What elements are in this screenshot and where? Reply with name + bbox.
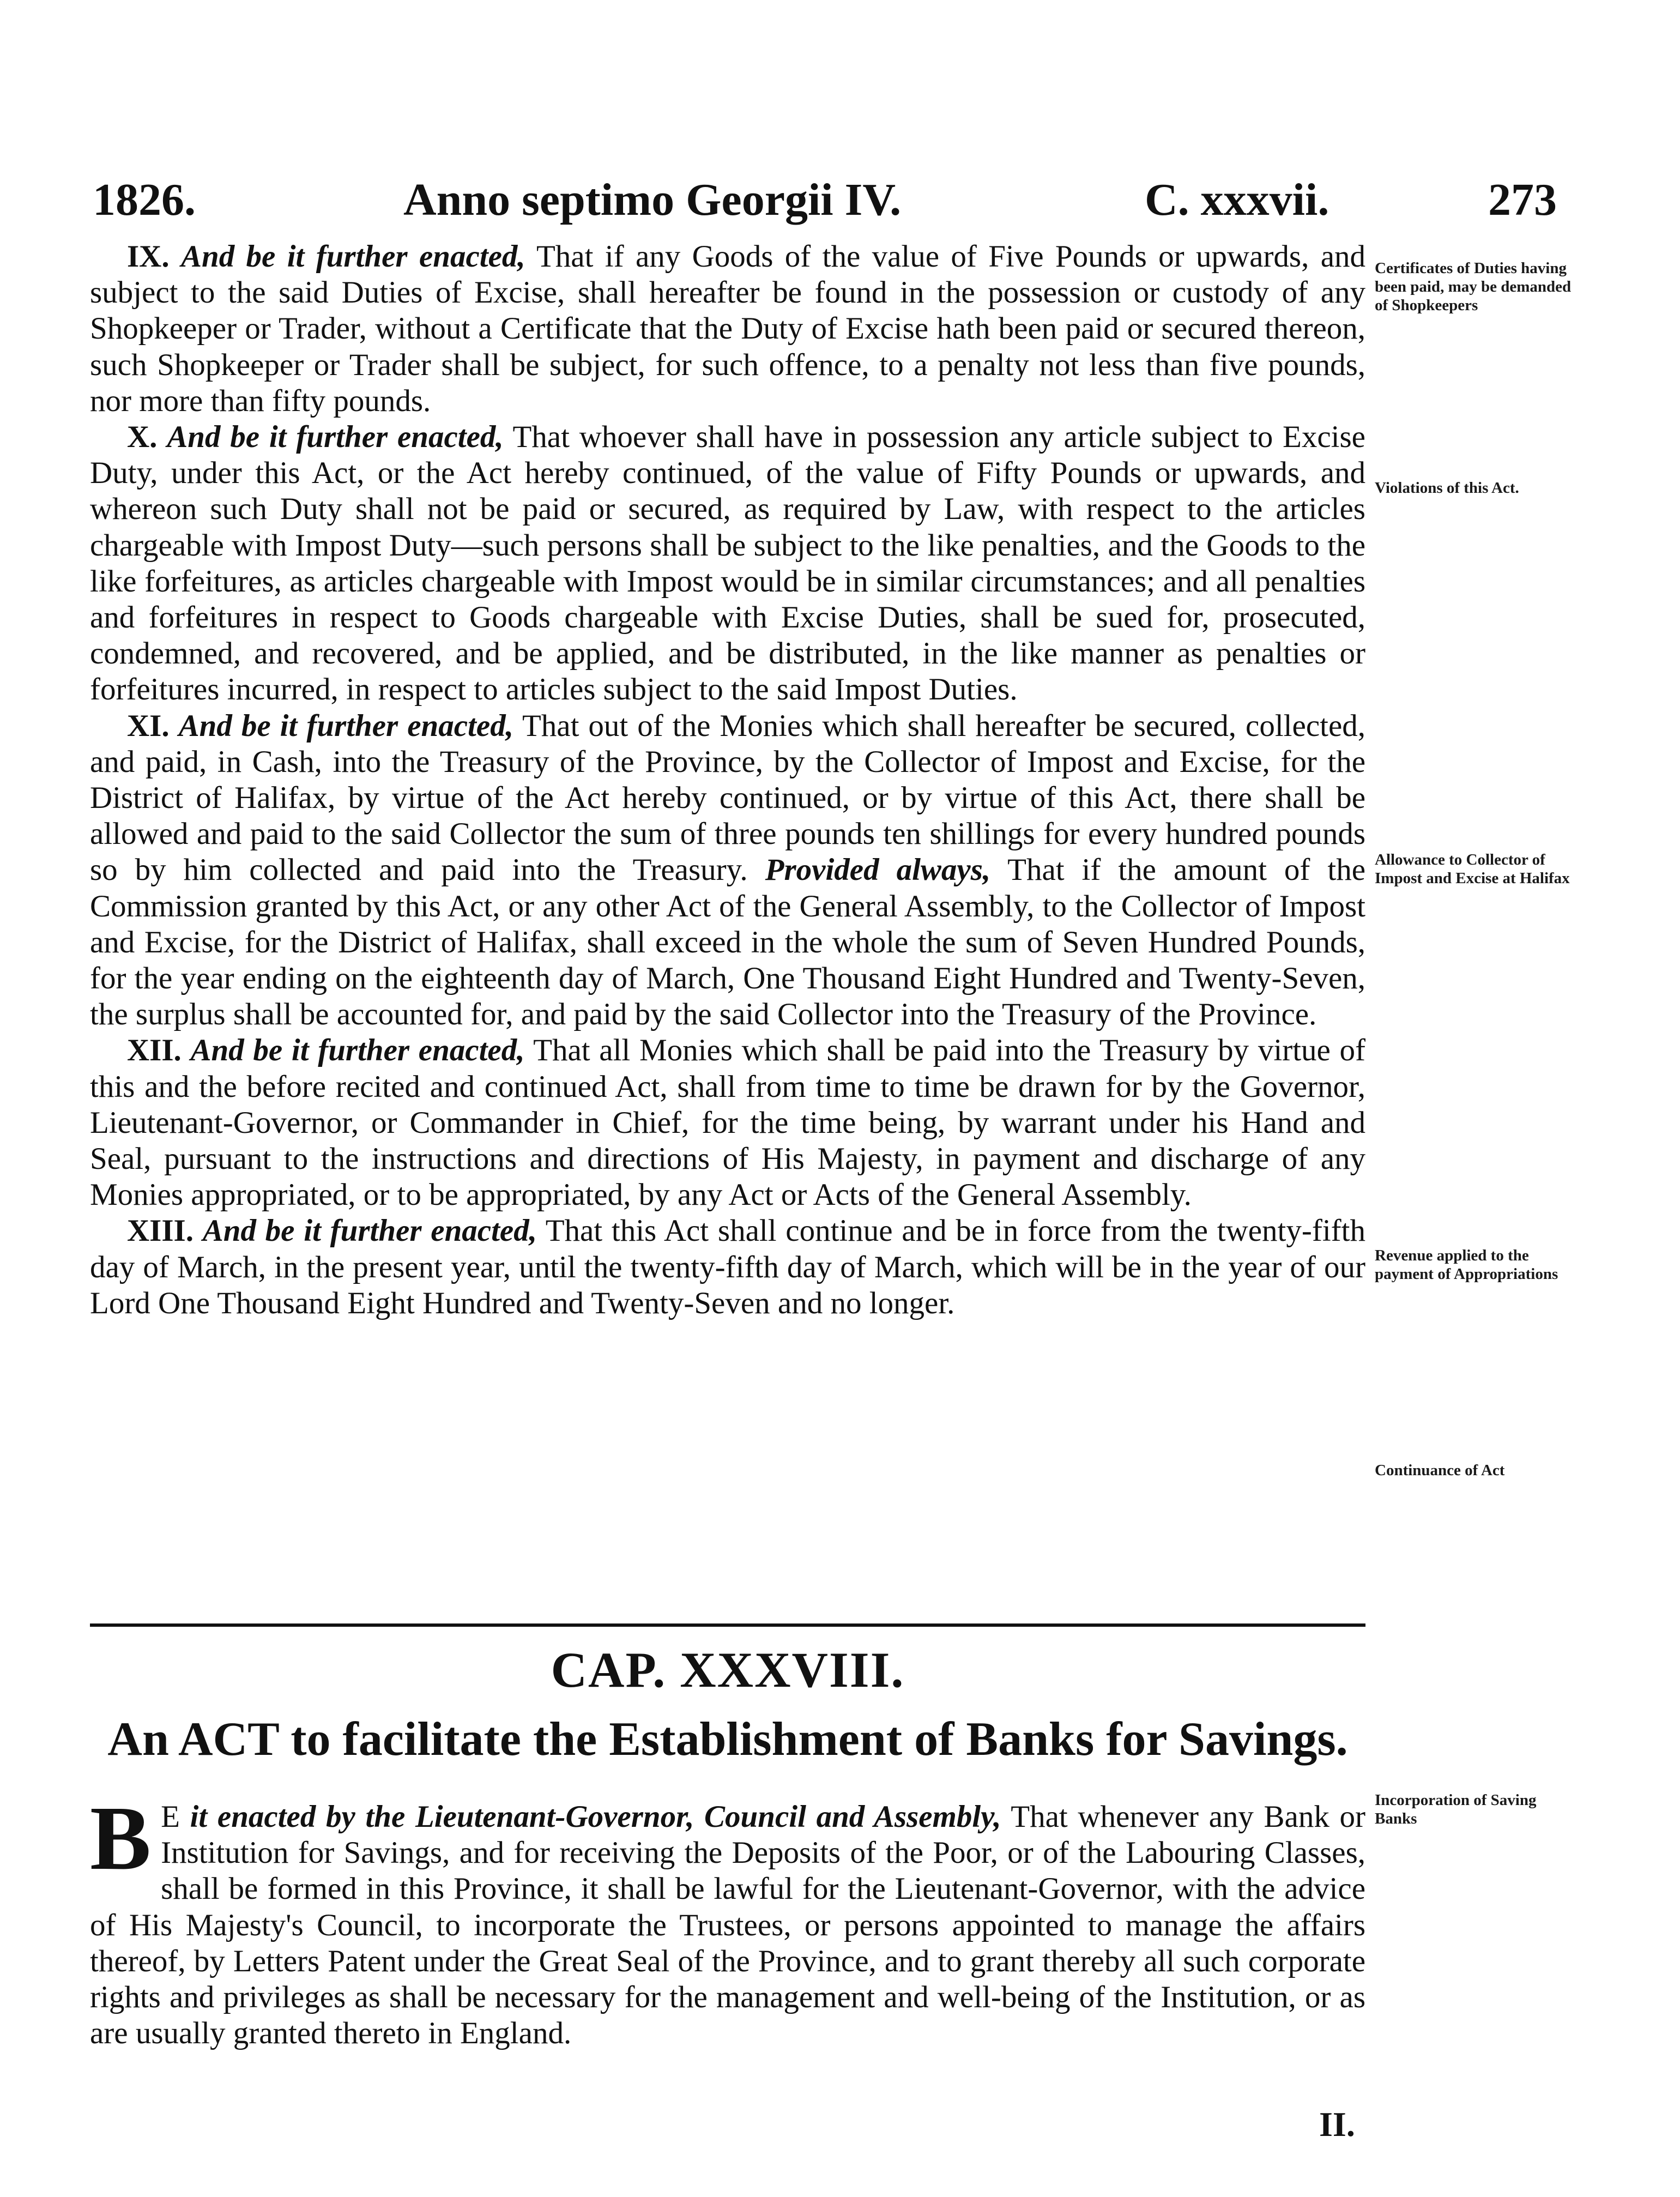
section-text: That whoever shall have in possession any article subject to Excise Duty, under this Act, or the Act hereby continued, of the value of Fifty Pounds or upwards, and whereon such Duty shall not be paid or secured, as required by Law, with respect to the articles chargeable with Impost Duty—such persons shall be subject to the like penalties, and the Goods to the like forfeitures, as articles chargeable with Impost would be in similar circumstances; and all penalties and forfeitures in respect to Goods chargeable with Excise Duties, shall be sued for, prosecuted, condemned, and recovered, and be applied, and be distributed, in the like manner as penalties or forfeitures incurred, in respect to articles subject to the said Impost Duties. — [90, 420, 1365, 707]
section-text: That this Act shall continue and be in force from the twenty-fifth day of March, in the present year, until the twenty-fifth day of March, which will be in the year of our Lord One Thousand Eight Hundred and Twenty-Seven and no longer. — [90, 1214, 1365, 1320]
section-xi — [90, 708, 1365, 1033]
enacting-clause — [90, 1788, 1365, 2051]
page-number: 273 — [1488, 174, 1557, 225]
running-head — [93, 173, 1592, 233]
section-rule — [90, 1623, 1365, 1627]
enacting-phrase: And be it further enacted, — [190, 1033, 525, 1068]
section-x — [90, 419, 1365, 708]
section-text: That out of the Monies which shall hereafter be secured, collected, and paid, in Cash, into the Treasury of the Province, by the Collector of Impost and Excise, for the District of Halifax, by virtue of the Act hereby continued, or by virtue of this Act, there shall be allowed and paid to the said Collector the sum of three pounds ten shillings for every hundred pounds so by him collected and paid into the Treasury. — [90, 708, 1366, 888]
enacting-phrase: And be it further enacted, — [180, 239, 525, 274]
clause-text: That whenever any Bank or Institution for Savings, and for receiving the Deposits of the Poor, or of the Labouring Classes, shall be formed in this Province, it shall be lawful for the Lieutenant-Governor, with the advice of His Majesty's Council, to incorporate the Trustees, or persons appointed to manage the affairs thereof, by Letters Patent under the Great Seal of the Province, and to grant thereby all such corporate rights and privileges as shall be necessary for the management and well-being of the Institution, or as are usually granted thereto in England. — [90, 1800, 1365, 2051]
margin-note-certificates: Certificates of Duties having been paid, may be demanded of Shopkeepers — [1375, 259, 1572, 314]
margin-note-continuance: Continuance of Act — [1375, 1462, 1505, 1479]
main-text — [90, 239, 1365, 1321]
proviso-phrase: Provided always, — [765, 853, 991, 888]
margin-note-revenue: Revenue applied to the payment of Appropriations — [1375, 1247, 1558, 1283]
enacting-phrase: And be it further enacted, — [167, 420, 504, 455]
chapter-heading: CAP. XXXVIII. — [551, 1642, 905, 1698]
enacting-phrase: And be it further enacted, — [202, 1214, 537, 1248]
section-ix — [90, 239, 1365, 419]
section-number: IX. — [127, 239, 170, 274]
section-xiii — [90, 1213, 1365, 1321]
section-text-proviso: That if the amount of the Commission granted by this Act, or any other Act of the General Assembly, to the Collector of Impost and Excise, for the District of Halifax, shall exceed in the whole the sum of Seven Hundred Pounds, for the year ending on the eighteenth day of March, One Thousand Eight Hundred and Twenty-Seven, the surplus shall be accounted for, and paid by the said Collector into the Treasury of the Province. — [90, 853, 1365, 1032]
chapter-ref: C. xxxvii. — [1145, 174, 1330, 225]
section-number: XI. — [127, 708, 170, 743]
section-number: XII. — [127, 1033, 182, 1068]
section-text: That all Monies which shall be paid into the Treasury by virtue of this and the before recited and continued Act, shall from time to time be drawn for by the Governor, Lieutenant-Governor, or Commander in Chief, for the time being, by warrant under his Hand and Seal, pursuant to the instructions and directions of His Majesty, in payment and discharge of any Monies appropriated, or to be appropriated, by any Act or Acts of the General Assembly. — [90, 1033, 1365, 1212]
drop-cap: B — [90, 1788, 152, 1889]
section-text: That if any Goods of the value of Five Pounds or upwards, and subject to the said Duties of Excise, shall hereafter be found in the possession or custody of any Shopkeeper or Trader, without a Certificate that the Duty of Excise hath been paid or secured thereon, such Shopkeeper or Trader shall be subject, for such offence, to a penalty not less than five pounds, nor more than fifty pounds. — [90, 239, 1366, 418]
first-letter: E — [161, 1800, 180, 1834]
year: 1826. — [93, 174, 196, 225]
enacting-phrase: And be it further enacted, — [178, 708, 513, 743]
act-title: An ACT to facilitate the Establishment of Banks for Savings. — [107, 1713, 1348, 1766]
margin-note-incorporation: Incorporation of Saving Banks — [1375, 1791, 1537, 1827]
section-xii — [90, 1033, 1365, 1213]
margin-note-violations: Violations of this Act. — [1375, 479, 1519, 497]
section-number: XIII. — [127, 1214, 194, 1248]
margin-note-allowance: Allowance to Collector of Impost and Excise at Halifax — [1375, 851, 1570, 887]
enacting-phrase: it enacted by the Lieutenant-Governor, Council and Assembly, — [190, 1800, 1001, 1834]
section-number: X. — [127, 420, 158, 455]
reign-title: Anno septimo Georgii IV. — [403, 174, 902, 225]
catchword: II. — [1319, 2105, 1355, 2144]
